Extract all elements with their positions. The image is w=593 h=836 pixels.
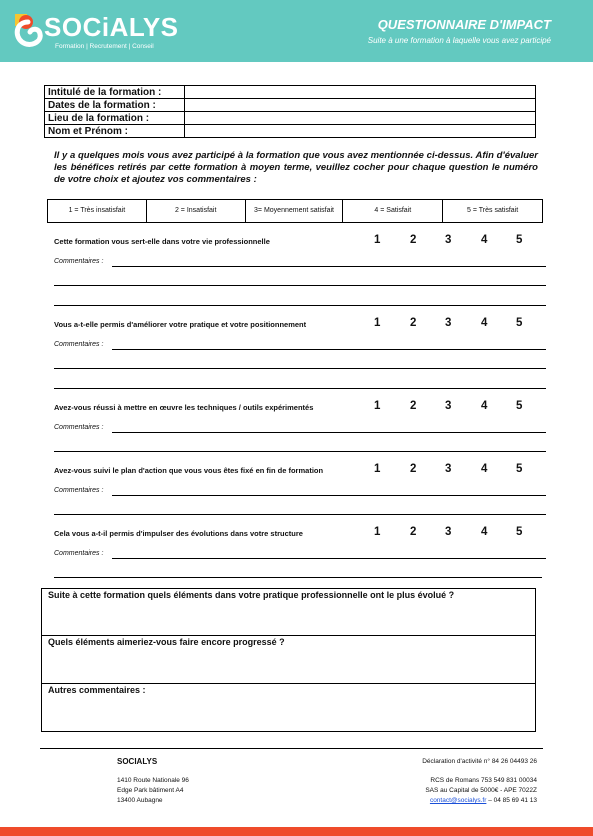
question-text: Cela vous a-t-il permis d'impulser des évolutions dans votre structure: [54, 529, 303, 538]
info-value-field[interactable]: [185, 99, 536, 112]
info-row: [45, 99, 536, 112]
rating-option[interactable]: 4: [481, 400, 488, 412]
info-table: [44, 85, 536, 138]
comment-line[interactable]: [112, 495, 546, 496]
info-row: [45, 86, 536, 99]
rating-option[interactable]: 1: [374, 234, 381, 246]
comment-line[interactable]: [54, 451, 546, 452]
scale-item: 2 = Insatisfait: [146, 200, 245, 223]
comment-line[interactable]: [112, 349, 546, 350]
rating-option[interactable]: 2: [410, 463, 417, 475]
comment-line[interactable]: [54, 305, 546, 306]
rating-scale-legend: [47, 199, 543, 223]
rating-option[interactable]: 4: [481, 463, 488, 475]
info-value-field[interactable]: [185, 112, 536, 125]
info-label: Lieu de la formation :: [45, 112, 185, 125]
rating-option[interactable]: 1: [374, 463, 381, 475]
comment-label: Commentaires :: [54, 341, 104, 348]
footer-phone: – 04 85 69 41 13: [486, 797, 537, 804]
open-questions-box: [41, 588, 536, 732]
footer-address: [117, 776, 189, 806]
comment-line[interactable]: [112, 266, 546, 267]
page-subtitle: Suite à une formation à laquelle vous avez participé: [367, 36, 551, 45]
rating-option[interactable]: 5: [516, 463, 523, 475]
info-label: Nom et Prénom :: [45, 125, 185, 138]
question-text: Avez-vous suivi le plan d'action que vous vous êtes fixé en fin de formation: [54, 466, 324, 475]
open-question-label: Quels éléments aimeriez-vous faire encore progressé ?: [48, 637, 285, 647]
comment-label: Commentaires :: [54, 487, 104, 494]
info-row: [45, 112, 536, 125]
rating-option[interactable]: 3: [445, 317, 452, 329]
rating-option[interactable]: 2: [410, 400, 417, 412]
open-question-field[interactable]: [42, 589, 535, 636]
rating-option[interactable]: 1: [374, 400, 381, 412]
footer-address-line: 1410 Route Nationale 96: [117, 777, 189, 784]
scale-item: 1 = Très insatisfait: [48, 200, 147, 223]
socialys-logo-icon: [12, 12, 48, 50]
footer-address-line: Edge Park bâtiment A4: [117, 787, 184, 794]
comment-label: Commentaires :: [54, 424, 104, 431]
comment-line[interactable]: [112, 432, 546, 433]
rating-option[interactable]: 5: [516, 317, 523, 329]
rating-option[interactable]: 2: [410, 234, 417, 246]
rating-option[interactable]: 2: [410, 526, 417, 538]
footer-legal-line: RCS de Romans 753 549 831 00034: [430, 777, 537, 784]
rating-option[interactable]: 5: [516, 526, 523, 538]
open-question-field[interactable]: [42, 636, 535, 684]
scale-item: 5 = Très satisfait: [443, 200, 543, 223]
footer-contact: [425, 796, 537, 806]
footer-divider: [40, 748, 543, 749]
question-text: Cette formation vous sert-elle dans votre vie professionnelle: [54, 237, 270, 246]
open-question-label: Suite à cette formation quels éléments dans votre pratique professionnelle ont le plus évolué ?: [48, 590, 455, 600]
open-question-label: Autres commentaires :: [48, 685, 146, 695]
open-question-field[interactable]: [42, 684, 535, 731]
brand-tagline: Formation | Recrutement | Conseil: [55, 43, 154, 50]
rating-option[interactable]: 5: [516, 234, 523, 246]
info-label: Dates de la formation :: [45, 99, 185, 112]
rating-option[interactable]: 5: [516, 400, 523, 412]
footer-company: SOCIALYS: [117, 757, 158, 766]
rating-option[interactable]: 1: [374, 317, 381, 329]
info-value-field[interactable]: [185, 86, 536, 99]
page-title: QUESTIONNAIRE D'IMPACT: [377, 17, 551, 32]
comment-line[interactable]: [54, 577, 542, 578]
footer-address-line: 13400 Aubagne: [117, 797, 163, 804]
comment-label: Commentaires :: [54, 550, 104, 557]
comment-line[interactable]: [54, 514, 546, 515]
comment-line[interactable]: [54, 285, 546, 286]
comment-line[interactable]: [54, 368, 546, 369]
footer-color-bar: [0, 827, 593, 836]
header-band: [0, 0, 593, 62]
rating-option[interactable]: 1: [374, 526, 381, 538]
footer-legal-line: SAS au Capital de 5000€ - APE 7022Z: [425, 787, 537, 794]
scale-item: 3= Moyennement satisfait: [245, 200, 343, 223]
brand-name: SOCiALYS: [44, 12, 179, 42]
question-text: Vous a-t-elle permis d'améliorer votre pratique et votre positionnement: [54, 320, 307, 329]
info-value-field[interactable]: [185, 125, 536, 138]
info-label: Intitulé de la formation :: [45, 86, 185, 99]
footer-legal: [425, 776, 537, 806]
rating-option[interactable]: 3: [445, 234, 452, 246]
rating-option[interactable]: 2: [410, 317, 417, 329]
scale-item: 4 = Satisfait: [343, 200, 443, 223]
rating-option[interactable]: 3: [445, 463, 452, 475]
info-row: [45, 125, 536, 138]
comment-line[interactable]: [54, 388, 546, 389]
footer-declaration: Déclaration d'activité n° 84 26 04493 26: [422, 758, 537, 765]
rating-option[interactable]: 4: [481, 526, 488, 538]
rating-option[interactable]: 4: [481, 234, 488, 246]
comment-line[interactable]: [112, 558, 546, 559]
question-text: Avez-vous réussi à mettre en œuvre les techniques / outils expérimentés: [54, 403, 314, 412]
rating-option[interactable]: 3: [445, 400, 452, 412]
comment-label: Commentaires :: [54, 258, 104, 265]
intro-paragraph: Il y a quelques mois vous avez participé à la formation que vous avez mentionnée ci-dessus. Afin d'évaluer les bénéfices retirés par cette formation à moyen terme, veuillez cocher pour chaque question le numéro de votre choix et ajoutez vos commentaires :: [54, 150, 538, 185]
footer-email-link[interactable]: contact@socialys.fr: [429, 797, 487, 804]
rating-option[interactable]: 4: [481, 317, 488, 329]
rating-option[interactable]: 3: [445, 526, 452, 538]
